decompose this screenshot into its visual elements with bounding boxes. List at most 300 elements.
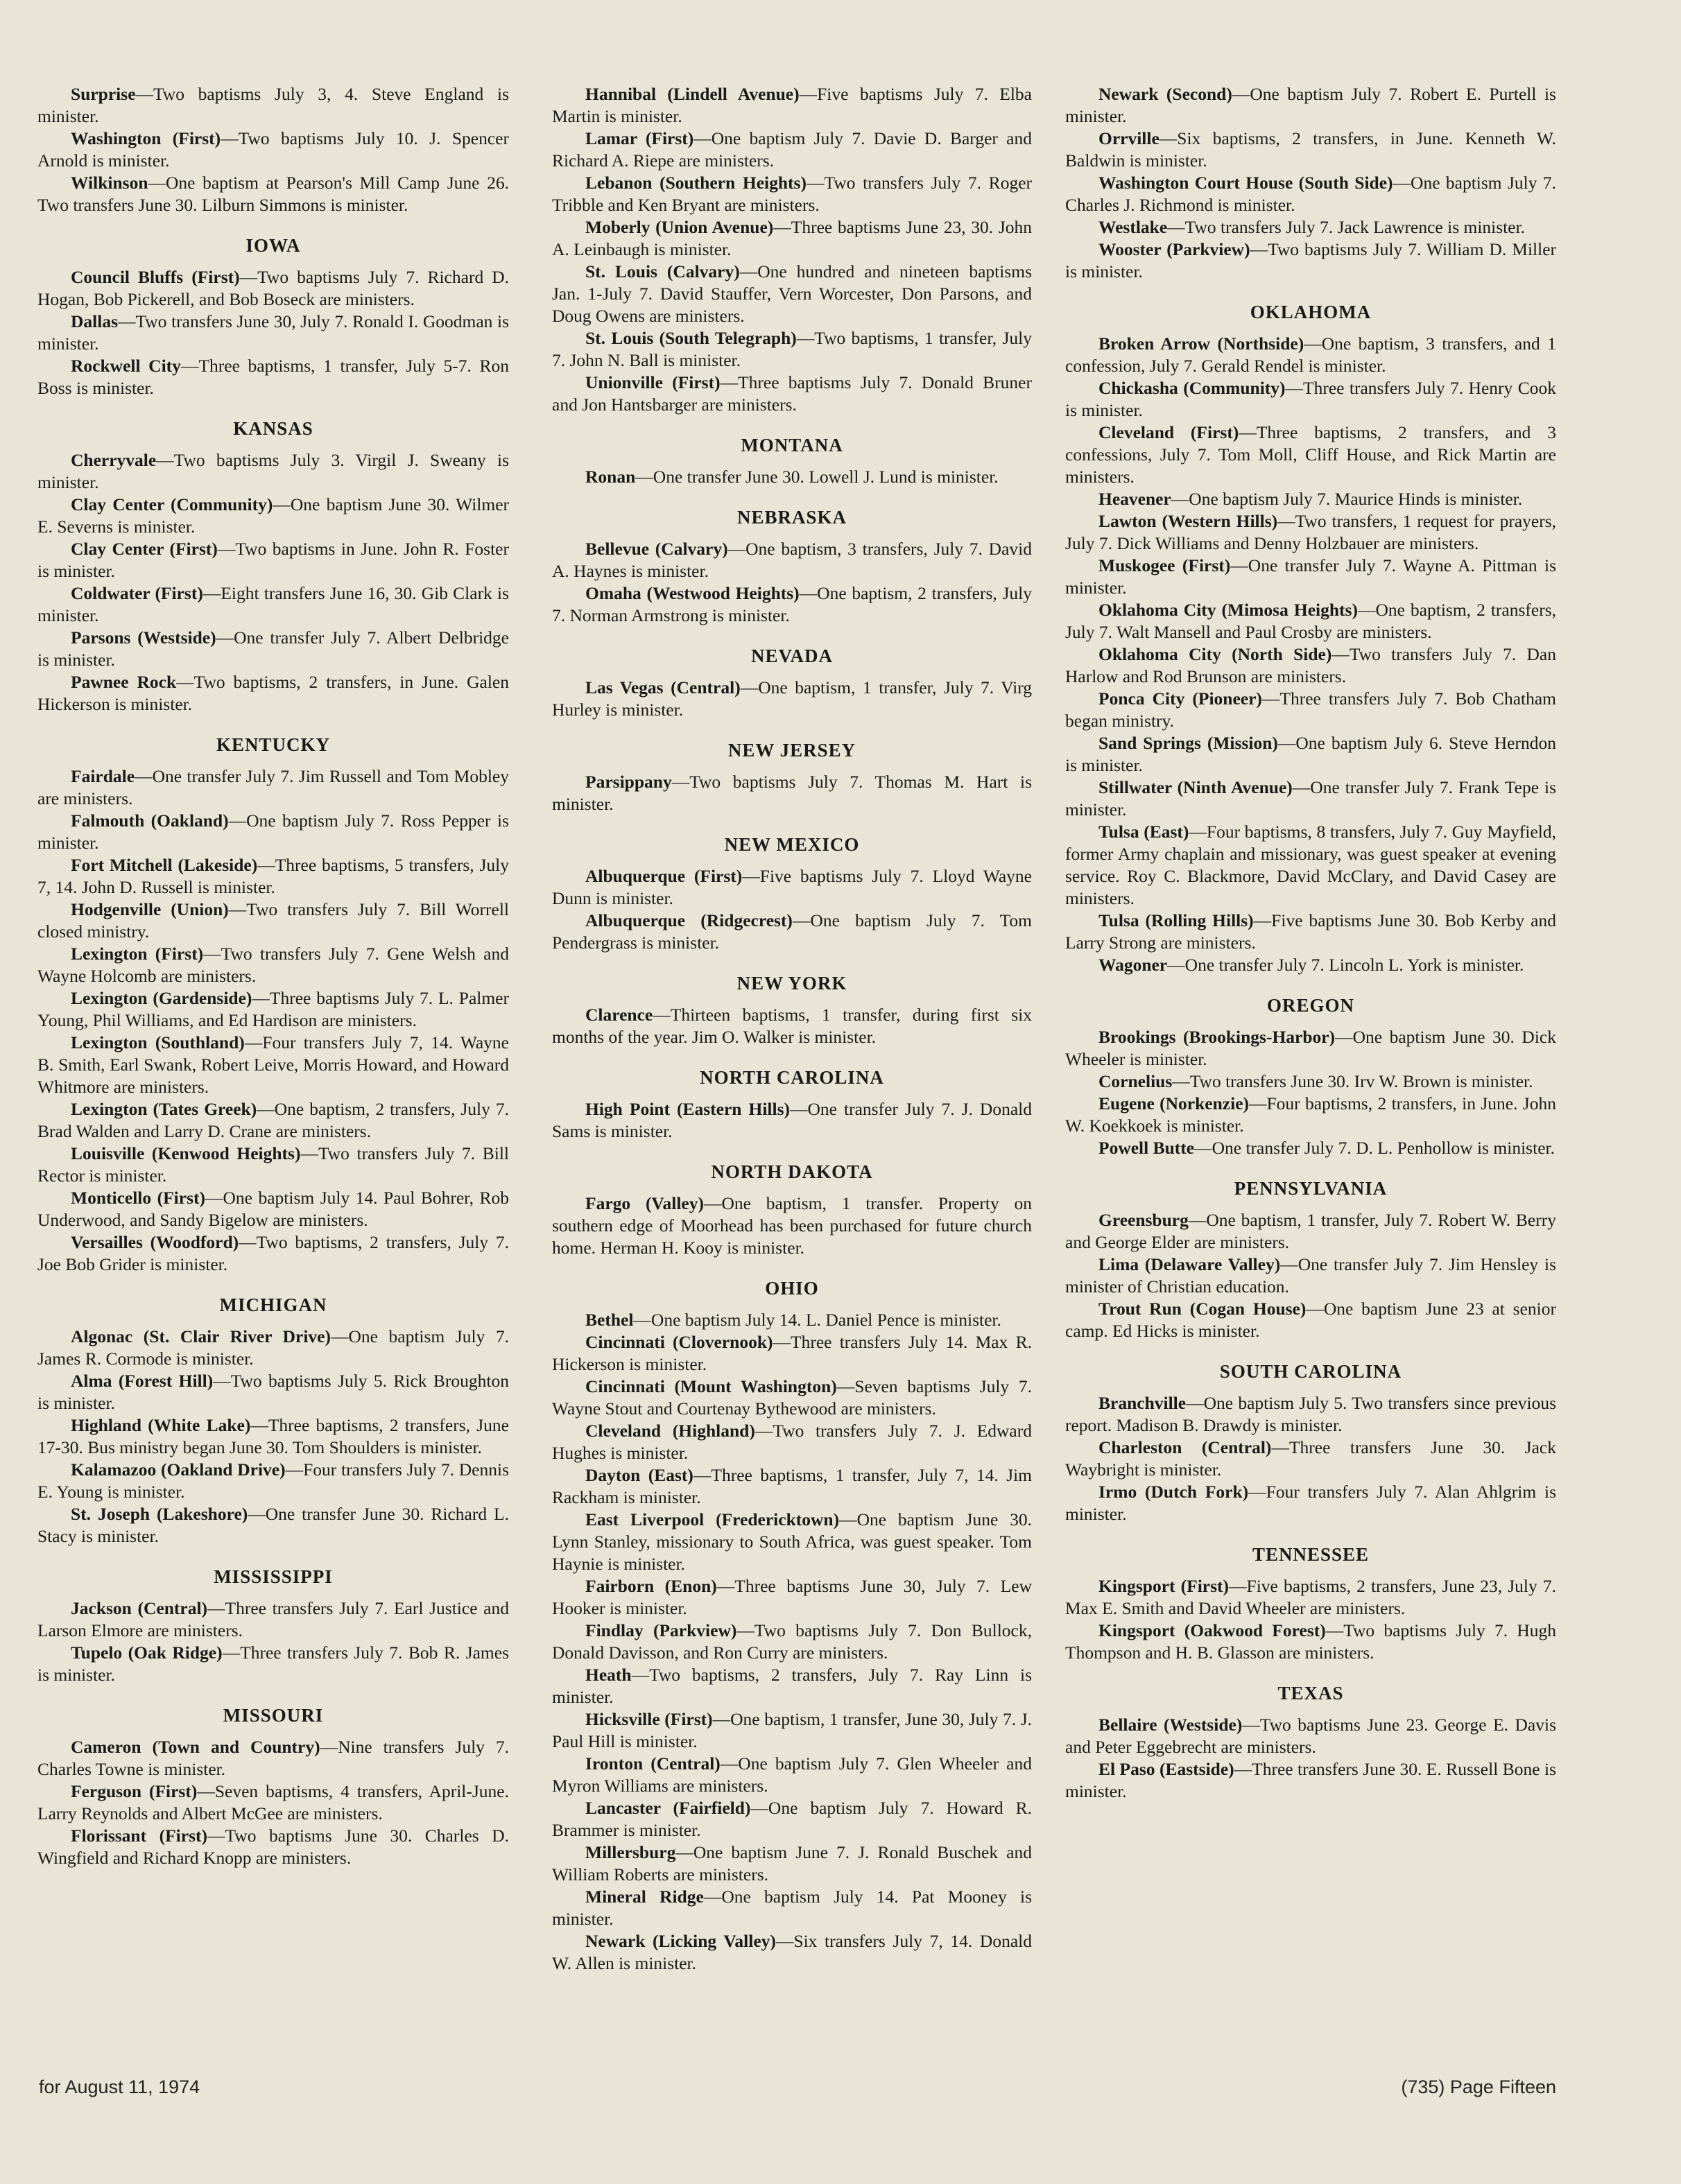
report-text: —One baptism July 14. Pat Mooney is minister. <box>552 1887 1032 1929</box>
report-text: —Three baptisms, 1 transfer, July 5-7. Ron Boss is minister. <box>37 356 510 398</box>
church-report-entry <box>552 1753 1032 1797</box>
church-name: Albuquerque (Ridgecrest) <box>585 910 793 930</box>
church-name: Orrville <box>1098 128 1160 148</box>
church-name: Trout Run (Cogan House) <box>1098 1299 1307 1319</box>
church-report-entry <box>37 494 509 538</box>
church-name: Chickasha (Community) <box>1098 378 1286 398</box>
church-report-entry <box>37 311 509 355</box>
church-report-entry <box>1065 599 1556 643</box>
church-name: Moberly (Union Avenue) <box>585 217 774 237</box>
report-text: —Two transfers July 7. Jack Lawrence is minister. <box>1167 217 1526 237</box>
church-name: Powell Butte <box>1098 1138 1195 1158</box>
church-report-entry <box>552 538 1032 582</box>
church-report-entry <box>37 1597 509 1642</box>
church-name: Albuquerque (First) <box>585 866 743 886</box>
report-text: —One baptism July 5. Two transfers since previous report. Madison B. Drawdy is minister. <box>1065 1393 1556 1435</box>
church-name: Lexington (Southland) <box>71 1032 245 1052</box>
state-heading: NEW JERSEY <box>727 740 856 761</box>
church-report-entry <box>37 1231 509 1276</box>
church-name: East Liverpool (Fredericktown) <box>585 1509 840 1529</box>
report-text: —One transfer June 30. Lowell J. Lund is minister. <box>635 467 999 487</box>
state-heading: NEBRASKA <box>736 507 847 528</box>
church-report-entry <box>37 1414 509 1459</box>
church-report-entry <box>552 677 1032 721</box>
church-report-entry <box>1065 1137 1556 1159</box>
church-report-entry <box>1065 555 1556 599</box>
report-text: —One transfer June 30. Richard L. Stacy is minister. <box>37 1504 509 1546</box>
church-report-entry <box>37 1503 509 1548</box>
report-text: —Two baptisms, 2 transfers, July 7. Ray Linn is minister. <box>552 1665 1032 1707</box>
church-report-entry <box>1065 1575 1556 1620</box>
church-name: Alma (Forest Hill) <box>71 1371 214 1391</box>
footer-page-number: (735) Page Fifteen <box>1401 2077 1556 2097</box>
state-heading: PENNSYLVANIA <box>1234 1178 1388 1199</box>
church-report-entry <box>37 538 509 582</box>
report-text: —One hundred and nineteen baptisms Jan. 1-July 7. David Stauffer, Vern Worcester, Don Parsons, and Doug Owens are ministers. <box>552 261 1032 326</box>
report-text: —Seven baptisms, 4 transfers, April-June. Larry Reynolds and Albert McGee are ministers. <box>37 1781 509 1823</box>
report-text: —One baptism July 7. Davie D. Barger and Richard A. Riepe are ministers. <box>552 128 1032 171</box>
state-heading: IOWA <box>245 235 301 256</box>
report-text: —Four transfers July 7. Dennis E. Young is minister. <box>37 1459 509 1502</box>
report-text: —Three transfers July 7. Henry Cook is minister. <box>1065 378 1556 420</box>
report-text: —Three baptisms July 7. Donald Bruner and Jon Hantsbarger are ministers. <box>552 372 1032 415</box>
church-report-entry <box>1065 1392 1556 1437</box>
church-report-entry <box>552 1098 1032 1143</box>
church-name: St. Louis (Calvary) <box>585 261 740 281</box>
state-heading: MICHIGAN <box>219 1294 327 1315</box>
state-heading: OREGON <box>1266 995 1354 1016</box>
church-name: Rockwell City <box>71 356 181 376</box>
church-name: Cleveland (First) <box>1098 422 1239 442</box>
church-name: Wagoner <box>1098 955 1168 975</box>
report-text: —Four transfers July 7. Alan Ahlgrim is minister. <box>1065 1482 1556 1524</box>
report-text: —Three transfers July 7. Earl Justice and Larson Elmore are ministers. <box>37 1598 509 1640</box>
report-text: —Two baptisms July 3, 4. Steve England is minister. <box>37 84 509 126</box>
church-report-entry <box>37 449 509 494</box>
state-heading: MISSOURI <box>223 1705 324 1726</box>
report-text: —One baptism June 7. J. Ronald Buschek and William Roberts are ministers. <box>552 1842 1032 1884</box>
state-heading: MONTANA <box>741 435 843 456</box>
footer-issue-date: for August 11, 1974 <box>39 2077 200 2097</box>
church-name: Council Bluffs (First) <box>71 267 240 287</box>
church-report-entry <box>552 1309 1032 1331</box>
report-text: —One transfer July 7. Jim Russell and Tom Mobley are ministers. <box>37 766 509 808</box>
church-name: St. Joseph (Lakeshore) <box>71 1504 248 1524</box>
report-text: —Two baptisms July 7. William D. Miller is minister. <box>1065 239 1557 281</box>
church-report-entry <box>1065 488 1556 510</box>
church-report-entry <box>552 1464 1032 1509</box>
church-name: Parsippany <box>585 772 672 792</box>
report-text: —Five baptisms, 2 transfers, June 23, July 7. Max E. Smith and David Wheeler are ministers. <box>1065 1576 1556 1618</box>
state-heading: NEW MEXICO <box>724 834 860 855</box>
report-text: —One baptism July 7. James R. Cormode is minister. <box>37 1326 509 1369</box>
church-name: Coldwater (First) <box>71 583 203 603</box>
state-heading: NEVADA <box>750 645 834 666</box>
church-name: Clarence <box>585 1005 653 1025</box>
church-name: Muskogee (First) <box>1098 555 1231 575</box>
church-name: Broken Arrow (Northside) <box>1098 333 1304 354</box>
church-report-entry <box>37 582 509 627</box>
church-name: Surprise <box>71 84 136 104</box>
church-name: Lexington (First) <box>71 944 204 964</box>
church-report-entry <box>1065 216 1556 239</box>
church-report-entry <box>552 865 1032 910</box>
state-heading: KENTUCKY <box>216 734 330 755</box>
church-name: Bethel <box>585 1310 634 1330</box>
report-text: —Two baptisms in June. John R. Foster is minister. <box>37 539 509 581</box>
report-text: —Three baptisms, 2 transfers, June 17-30. Bus ministry began June 30. Tom Shoulders is minister. <box>37 1415 509 1457</box>
state-heading: TENNESSEE <box>1252 1544 1370 1565</box>
church-report-entry <box>1065 172 1556 216</box>
church-name: Tulsa (East) <box>1098 822 1189 842</box>
church-report-entry <box>552 1664 1032 1708</box>
report-text: —One baptism July 7. Robert E. Purtell is minister. <box>1065 84 1556 126</box>
church-name: Tupelo (Oak Ridge) <box>71 1643 223 1663</box>
report-text: —One baptism June 23 at senior camp. Ed Hicks is minister. <box>1065 1299 1556 1341</box>
church-report-entry <box>1065 954 1556 976</box>
state-heading: MISSISSIPPI <box>214 1566 333 1587</box>
church-name: Unionville (First) <box>585 372 721 392</box>
church-report-entry <box>552 1376 1032 1420</box>
report-text: —Three baptisms June 30, July 7. Lew Hooker is minister. <box>552 1576 1032 1618</box>
church-name: Wooster (Parkview) <box>1098 239 1250 259</box>
report-text: —One transfer July 7. Frank Tepe is minister. <box>1065 777 1556 820</box>
church-name: Newark (Licking Valley) <box>585 1931 776 1951</box>
column-3 <box>1065 83 1556 1803</box>
church-report-entry <box>1065 1437 1556 1481</box>
church-name: Las Vegas (Central) <box>585 677 741 697</box>
church-report-entry <box>1065 377 1556 422</box>
church-name: Mineral Ridge <box>585 1887 704 1907</box>
church-name: Oklahoma City (Mimosa Heights) <box>1098 600 1358 620</box>
report-text: —Two transfers July 7. Bill Rector is minister. <box>37 1143 509 1186</box>
church-name: Versailles (Woodford) <box>71 1232 239 1252</box>
report-text: —Two baptisms July 7. Thomas M. Hart is minister. <box>552 772 1032 814</box>
report-text: —Two baptisms July 7. Hugh Thompson and H. B. Glasson are ministers. <box>1065 1620 1557 1663</box>
report-text: —Five baptisms July 7. Elba Martin is minister. <box>552 84 1032 126</box>
report-text: —One baptism July 7. Tom Pendergrass is minister. <box>552 910 1032 953</box>
report-text: —One baptism July 7. Ross Pepper is minister. <box>37 811 509 853</box>
church-name: Kingsport (Oakwood Forest) <box>1098 1620 1326 1640</box>
report-text: —Three transfers June 30. E. Russell Bone is minister. <box>1065 1759 1556 1801</box>
church-name: Dallas <box>71 311 119 331</box>
church-report-entry <box>552 1575 1032 1620</box>
report-text: —Three baptisms July 7. L. Palmer Young, Phil Williams, and Ed Hardison are ministers. <box>37 988 509 1030</box>
church-name: Ponca City (Pioneer) <box>1098 688 1262 709</box>
church-report-entry <box>1065 83 1556 128</box>
report-text: —One baptism, 1 transfer, June 30, July 7. J. Paul Hill is minister. <box>552 1709 1032 1751</box>
church-report-entry <box>37 899 509 943</box>
church-report-entry <box>37 1032 509 1098</box>
church-report-entry <box>37 987 509 1032</box>
report-text: —Two baptisms July 10. J. Spencer Arnold is minister. <box>37 128 509 171</box>
church-report-entry <box>552 83 1032 128</box>
church-report-entry <box>37 266 509 311</box>
church-name: Cherryvale <box>71 450 157 470</box>
church-report-entry <box>552 466 1032 488</box>
church-report-entry <box>37 355 509 399</box>
report-text: —One baptism July 6. Steve Herndon is minister. <box>1065 733 1556 775</box>
church-name: Washington Court House (South Side) <box>1098 173 1393 193</box>
church-report-entry <box>552 910 1032 954</box>
report-text: —Three baptisms, 1 transfer, July 7, 14. Jim Rackham is minister. <box>552 1465 1033 1507</box>
church-name: Westlake <box>1098 217 1168 237</box>
column-1 <box>37 83 509 1869</box>
church-report-entry <box>552 1509 1032 1575</box>
church-name: Washington (First) <box>71 128 221 148</box>
church-report-entry <box>37 1326 509 1370</box>
church-name: Heath <box>585 1665 632 1685</box>
report-text: —Two transfers, 1 request for prayers, July 7. Dick Williams and Denny Holzbauer are ministers. <box>1065 511 1556 553</box>
church-report-entry <box>37 1370 509 1414</box>
church-name: Hodgenville (Union) <box>71 899 229 919</box>
report-text: —Two baptisms, 1 transfer, July 7. John N. Ball is minister. <box>552 328 1032 370</box>
church-report-entry <box>1065 643 1556 688</box>
report-text: —Two transfers July 7. J. Edward Hughes is minister. <box>552 1421 1032 1463</box>
church-name: Wilkinson <box>71 173 148 193</box>
church-name: Cincinnati (Clovernook) <box>585 1332 773 1352</box>
church-report-entry <box>1065 732 1556 777</box>
church-report-entry <box>1065 239 1556 283</box>
church-name: Jackson (Central) <box>71 1598 208 1618</box>
church-report-entry <box>552 582 1032 627</box>
report-text: —One transfer July 7. J. Donald Sams is minister. <box>552 1099 1032 1141</box>
report-text: —One baptism July 7. Maurice Hinds is minister. <box>1171 489 1523 509</box>
report-text: —Two baptisms June 30. Charles D. Wingfield and Richard Knopp are ministers. <box>37 1826 509 1868</box>
report-text: —One baptism, 2 transfers, July 7. Walt Mansell and Paul Crosby are ministers. <box>1065 600 1556 642</box>
report-text: —Two transfers July 7. Roger Tribble and Ken Bryant are ministers. <box>552 173 1032 215</box>
church-report-entry <box>37 627 509 671</box>
church-report-entry <box>37 83 509 128</box>
report-text: —One baptism, 1 transfer. Property on southern edge of Moorhead has been purchased for future church home. Herman H. Kooy is minister. <box>552 1193 1032 1258</box>
church-name: Bellaire (Westside) <box>1098 1715 1243 1735</box>
church-name: Ronan <box>585 467 636 487</box>
church-report-entry <box>552 172 1032 216</box>
church-report-entry <box>37 1459 509 1503</box>
report-text: —One transfer July 7. Jim Hensley is minister of Christian education. <box>1065 1254 1556 1297</box>
church-report-entry <box>1065 1758 1556 1803</box>
report-text: —Eight transfers June 16, 30. Gib Clark is minister. <box>37 583 509 625</box>
state-heading: TEXAS <box>1277 1683 1344 1704</box>
report-text: —Two transfers June 30. Irv W. Brown is minister. <box>1172 1071 1533 1091</box>
church-name: Bellevue (Calvary) <box>585 539 728 559</box>
church-name: Ferguson (First) <box>71 1781 198 1801</box>
church-report-entry <box>1065 333 1556 377</box>
church-report-entry <box>1065 1071 1556 1093</box>
church-name: Clay Center (Community) <box>71 494 273 514</box>
report-text: —Two baptisms July 7. Don Bullock, Donald Davisson, and Ron Curry are ministers. <box>552 1620 1032 1663</box>
report-text: —Seven baptisms July 7. Wayne Stout and Courtenay Bythewood are ministers. <box>552 1376 1032 1419</box>
church-report-entry <box>552 1331 1032 1376</box>
state-heading: OHIO <box>765 1278 819 1299</box>
report-text: —One transfer July 7. D. L. Penhollow is minister. <box>1194 1138 1555 1158</box>
report-text: —One baptism July 7. Glen Wheeler and Myron Williams are ministers. <box>552 1753 1032 1796</box>
church-report-entry <box>552 216 1032 261</box>
church-report-entry <box>552 1841 1032 1886</box>
church-name: Lawton (Western Hills) <box>1098 511 1278 531</box>
report-text: —One baptism, 2 transfers, July 7. Norman Armstrong is minister. <box>552 583 1032 625</box>
report-text: —One baptism July 14. Paul Bohrer, Rob Underwood, and Sandy Bigelow are ministers. <box>37 1188 509 1230</box>
church-name: Hicksville (First) <box>585 1709 713 1729</box>
report-text: —Thirteen baptisms, 1 transfer, during first six months of the year. Jim O. Walker is minister. <box>552 1005 1032 1047</box>
church-report-entry <box>1065 910 1556 954</box>
church-name: Tulsa (Rolling Hills) <box>1098 910 1254 930</box>
report-text: —One baptism, 2 transfers, July 7. Brad Walden and Larry D. Crane are ministers. <box>37 1099 509 1141</box>
church-name: Oklahoma City (North Side) <box>1098 644 1332 664</box>
church-report-entry <box>552 128 1032 172</box>
report-text: —Two transfers July 7. Bill Worrell closed ministry. <box>37 899 510 942</box>
report-text: —One transfer July 7. Lincoln L. York is minister. <box>1167 955 1524 975</box>
church-name: Lebanon (Southern Heights) <box>585 173 807 193</box>
church-name: Fairborn (Enon) <box>585 1576 717 1596</box>
church-name: Eugene (Norkenzie) <box>1098 1093 1249 1113</box>
church-report-entry <box>1065 1026 1556 1071</box>
church-report-entry <box>552 372 1032 416</box>
report-text: —Five baptisms July 7. Lloyd Wayne Dunn is minister. <box>552 866 1032 908</box>
report-text: —Four baptisms, 8 transfers, July 7. Guy Mayfield, former Army chaplain and missionary, was guest speaker at evening service. Roy C. Blackmore, David McClary, and David Casey are ministers. <box>1065 822 1557 908</box>
report-text: —Two baptisms, 2 transfers, July 7. Joe Bob Grider is minister. <box>37 1232 509 1274</box>
report-text: —Three transfers July 7. Bob Chatham began ministry. <box>1065 688 1556 731</box>
church-name: Newark (Second) <box>1098 84 1232 104</box>
church-name: Greensburg <box>1098 1210 1189 1230</box>
church-name: Stillwater (Ninth Avenue) <box>1098 777 1293 797</box>
report-text: —Three baptisms, 2 transfers, and 3 confessions, July 7. Tom Moll, Cliff House, and Rick Martin are ministers. <box>1065 422 1556 487</box>
church-report-entry <box>552 261 1032 327</box>
church-name: Kalamazoo (Oakland Drive) <box>71 1459 286 1480</box>
report-text: —Three transfers June 30. Jack Waybright is minister. <box>1065 1437 1556 1480</box>
church-name: Lima (Delaware Valley) <box>1098 1254 1281 1274</box>
church-report-entry <box>37 1780 509 1825</box>
church-report-entry <box>1065 1298 1556 1342</box>
report-text: —One baptism, 1 transfer, July 7. Robert W. Berry and George Elder are ministers. <box>1065 1210 1556 1252</box>
church-report-entry <box>1065 821 1556 910</box>
state-heading: KANSAS <box>233 418 313 439</box>
church-name: Algonac (St. Clair River Drive) <box>71 1326 331 1346</box>
church-name: Kingsport (First) <box>1098 1576 1230 1596</box>
church-report-entry <box>37 810 509 854</box>
state-heading: SOUTH CAROLINA <box>1219 1361 1402 1382</box>
state-heading: NORTH DAKOTA <box>711 1161 873 1182</box>
church-name: High Point (Eastern Hills) <box>585 1099 790 1119</box>
church-report-entry <box>1065 1093 1556 1137</box>
report-text: —Three transfers July 7. Bob R. James is minister. <box>37 1643 510 1685</box>
church-report-entry <box>552 1420 1032 1464</box>
report-text: —Six baptisms, 2 transfers, in June. Kenneth W. Baldwin is minister. <box>1065 128 1556 171</box>
report-text: —Two transfers June 30, July 7. Ronald I. Goodman is minister. <box>37 311 509 354</box>
church-name: Dayton (East) <box>585 1465 693 1485</box>
church-report-entry <box>552 1004 1032 1048</box>
church-report-entry <box>1065 1714 1556 1758</box>
state-heading: NEW YORK <box>736 973 847 994</box>
church-report-entry <box>552 1193 1032 1259</box>
church-name: Omaha (Westwood Heights) <box>585 583 800 603</box>
church-report-entry <box>552 1708 1032 1753</box>
church-name: Louisville (Kenwood Heights) <box>71 1143 301 1163</box>
church-name: Lexington (Tates Greek) <box>71 1099 257 1119</box>
report-text: —One baptism June 30. Wilmer E. Severns is minister. <box>37 494 510 537</box>
church-name: Fairdale <box>71 766 135 786</box>
church-name: Cleveland (Highland) <box>585 1421 755 1441</box>
church-report-entry <box>1065 510 1556 555</box>
report-text: —Three baptisms, 5 transfers, July 7, 14. John D. Russell is minister. <box>37 855 509 897</box>
church-report-entry <box>37 128 509 172</box>
state-heading: NORTH CAROLINA <box>700 1067 884 1088</box>
report-text: —One baptism, 3 transfers, July 7. David A. Haynes is minister. <box>552 539 1032 581</box>
report-text: —One baptism at Pearson's Mill Camp June 26. Two transfers June 30. Lilburn Simmons is minister. <box>37 173 509 215</box>
church-report-entry <box>1065 688 1556 732</box>
church-name: Florissant (First) <box>71 1826 207 1846</box>
column-2 <box>552 83 1032 1975</box>
report-text: —One baptism June 30. Dick Wheeler is minister. <box>1065 1027 1556 1069</box>
report-text: —One baptism, 1 transfer, July 7. Virg Hurley is minister. <box>552 677 1032 720</box>
church-report-entry <box>1065 1481 1556 1525</box>
church-name: Findlay (Parkview) <box>585 1620 737 1640</box>
report-text: —Nine transfers July 7. Charles Towne is minister. <box>37 1737 509 1779</box>
report-text: —Two baptisms, 2 transfers, in June. Galen Hickerson is minister. <box>37 672 509 714</box>
church-report-entry <box>37 1187 509 1231</box>
church-name: El Paso (Eastside) <box>1098 1759 1234 1779</box>
report-text: —One baptism June 30. Lynn Stanley, missionary to South Africa, was guest speaker. Tom Haynie is minister. <box>552 1509 1032 1574</box>
church-name: Fort Mitchell (Lakeside) <box>71 855 258 875</box>
report-text: —Two baptisms July 5. Rick Broughton is minister. <box>37 1371 509 1413</box>
church-name: Sand Springs (Mission) <box>1098 733 1278 753</box>
report-text: —Four transfers July 7, 14. Wayne B. Smith, Earl Swank, Robert Leive, Morris Howard, and Howard Whitmore are ministers. <box>37 1032 509 1097</box>
church-report-entry <box>552 771 1032 815</box>
church-report-entry <box>552 1930 1032 1975</box>
church-report-entry <box>37 1642 509 1686</box>
church-report-entry <box>37 1098 509 1143</box>
report-text: —Two baptisms June 23. George E. Davis and Peter Eggebrecht are ministers. <box>1065 1715 1556 1757</box>
report-text: —One transfer July 7. Albert Delbridge is minister. <box>37 627 509 670</box>
church-name: Hannibal (Lindell Avenue) <box>585 84 800 104</box>
church-report-entry <box>37 1736 509 1780</box>
church-name: Cincinnati (Mount Washington) <box>585 1376 837 1396</box>
report-text: —Five baptisms June 30. Bob Kerby and Larry Strong are ministers. <box>1065 910 1556 953</box>
church-name: Millersburg <box>585 1842 676 1862</box>
church-report-entry <box>1065 1209 1556 1254</box>
church-report-entry <box>1065 128 1556 172</box>
report-text: —One baptism, 3 transfers, and 1 confession, July 7. Gerald Rendel is minister. <box>1065 333 1556 376</box>
report-text: —Two transfers July 7. Gene Welsh and Wayne Holcomb are ministers. <box>37 944 509 986</box>
church-report-entry <box>37 765 509 810</box>
church-report-entry <box>37 1143 509 1187</box>
church-report-entry <box>1065 1254 1556 1298</box>
church-name: Cornelius <box>1098 1071 1173 1091</box>
church-name: Clay Center (First) <box>71 539 218 559</box>
church-name: Lancaster (Fairfield) <box>585 1798 751 1818</box>
church-report-entry <box>37 172 509 216</box>
church-report-entry <box>1065 422 1556 488</box>
church-report-entry <box>552 327 1032 372</box>
report-text: —Two transfers July 7. Dan Harlow and Rod Brunson are ministers. <box>1065 644 1556 686</box>
church-report-entry <box>552 1886 1032 1930</box>
church-name: St. Louis (South Telegraph) <box>585 328 797 348</box>
report-text: —Three transfers July 14. Max R. Hickerson is minister. <box>552 1332 1032 1374</box>
church-report-entry <box>1065 1620 1556 1664</box>
church-report-entry <box>37 943 509 987</box>
report-text: —Three baptisms June 23, 30. John A. Leinbaugh is minister. <box>552 217 1032 259</box>
church-name: Pawnee Rock <box>71 672 177 692</box>
report-text: —Four baptisms, 2 transfers, in June. John W. Koekkoek is minister. <box>1065 1093 1556 1136</box>
church-name: Cameron (Town and Country) <box>71 1737 320 1757</box>
church-name: Branchville <box>1098 1393 1187 1413</box>
church-name: Irmo (Dutch Fork) <box>1098 1482 1249 1502</box>
church-report-entry <box>37 1825 509 1869</box>
church-name: Ironton (Central) <box>585 1753 721 1774</box>
report-text: —Two baptisms July 7. Richard D. Hogan, Bob Pickerell, and Bob Boseck are ministers. <box>37 267 510 309</box>
church-name: Brookings (Brookings-Harbor) <box>1098 1027 1336 1047</box>
church-name: Fargo (Valley) <box>585 1193 704 1213</box>
